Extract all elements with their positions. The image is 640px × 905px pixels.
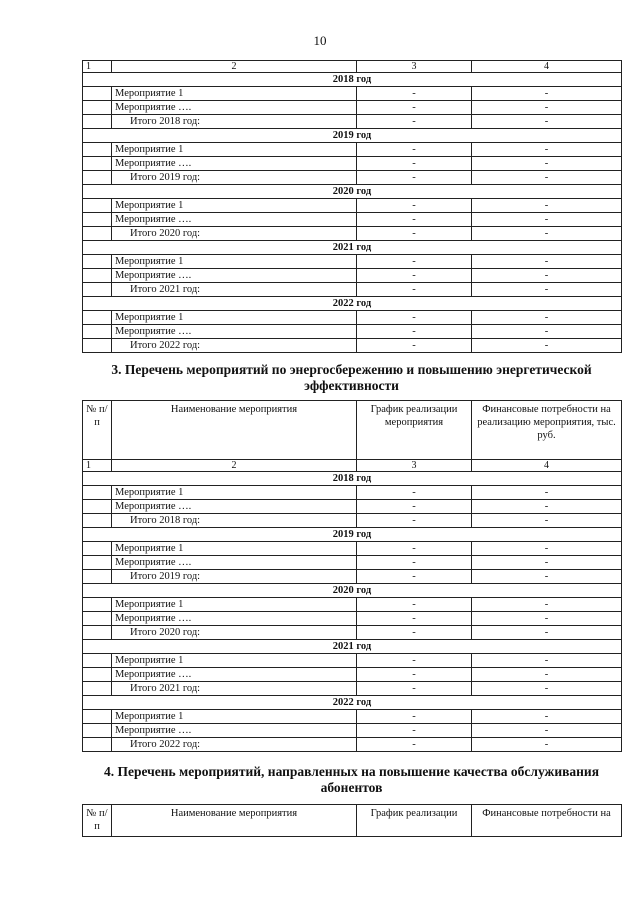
schedule-cell: - <box>357 542 472 556</box>
schedule-cell: - <box>357 570 472 584</box>
header-number: № п/п <box>83 805 112 837</box>
finance-cell: - <box>472 283 622 297</box>
column-number: 2 <box>112 460 357 472</box>
table-row <box>83 339 622 353</box>
row-number-cell <box>83 654 112 668</box>
finance-cell: - <box>472 339 622 353</box>
total-label: Итого 2021 год: <box>112 682 357 696</box>
table-row <box>83 626 622 640</box>
total-label: Итого 2018 год: <box>112 115 357 129</box>
activity-name: Мероприятие …. <box>112 269 357 283</box>
year-row <box>83 185 622 199</box>
year-label: 2020 год <box>83 185 622 199</box>
activity-name: Мероприятие 1 <box>112 710 357 724</box>
schedule-cell: - <box>357 682 472 696</box>
row-number-cell <box>83 269 112 283</box>
row-number-cell <box>83 724 112 738</box>
year-label: 2019 год <box>83 129 622 143</box>
table-row <box>83 542 622 556</box>
row-number-cell <box>83 738 112 752</box>
activity-name: Мероприятие …. <box>112 556 357 570</box>
row-number-cell <box>83 556 112 570</box>
year-label: 2020 год <box>83 584 622 598</box>
year-row <box>83 129 622 143</box>
schedule-cell: - <box>357 668 472 682</box>
total-label: Итого 2019 год: <box>112 570 357 584</box>
finance-cell: - <box>472 738 622 752</box>
year-label: 2018 год <box>83 73 622 87</box>
year-row <box>83 241 622 255</box>
row-number-cell <box>83 682 112 696</box>
finance-cell: - <box>472 654 622 668</box>
activity-name: Мероприятие …. <box>112 612 357 626</box>
total-label: Итого 2019 год: <box>112 171 357 185</box>
column-number: 3 <box>357 61 472 73</box>
row-number-cell <box>83 213 112 227</box>
table-header-row <box>83 805 622 837</box>
finance-cell: - <box>472 227 622 241</box>
column-number: 2 <box>112 61 357 73</box>
activity-name: Мероприятие …. <box>112 213 357 227</box>
finance-cell: - <box>472 213 622 227</box>
schedule-cell: - <box>357 325 472 339</box>
section-3-title: 3. Перечень мероприятий по энергосбережению и повышению энергетической эффективности <box>111 362 592 393</box>
activity-name: Мероприятие 1 <box>112 199 357 213</box>
activity-name: Мероприятие 1 <box>112 255 357 269</box>
activity-name: Мероприятие 1 <box>112 143 357 157</box>
table-row <box>83 556 622 570</box>
header-name: Наименование мероприятия <box>112 805 357 837</box>
table-row <box>83 654 622 668</box>
activity-name: Мероприятие …. <box>112 724 357 738</box>
activity-name: Мероприятие 1 <box>112 486 357 500</box>
table-row <box>83 570 622 584</box>
row-number-cell <box>83 227 112 241</box>
finance-cell: - <box>472 255 622 269</box>
row-number-cell <box>83 542 112 556</box>
finance-cell: - <box>472 668 622 682</box>
table-row <box>83 710 622 724</box>
activity-name: Мероприятие 1 <box>112 598 357 612</box>
activity-name: Мероприятие …. <box>112 157 357 171</box>
row-number-cell <box>83 171 112 185</box>
total-label: Итого 2022 год: <box>112 339 357 353</box>
schedule-cell: - <box>357 311 472 325</box>
table-row <box>83 500 622 514</box>
year-label: 2018 год <box>83 472 622 486</box>
total-label: Итого 2021 год: <box>112 283 357 297</box>
year-row <box>83 472 622 486</box>
year-row <box>83 640 622 654</box>
finance-cell: - <box>472 500 622 514</box>
finance-cell: - <box>472 325 622 339</box>
header-schedule: График реализации мероприятия <box>357 401 472 460</box>
schedule-cell: - <box>357 598 472 612</box>
schedule-cell: - <box>357 255 472 269</box>
table-body <box>83 805 622 837</box>
row-number-cell <box>83 570 112 584</box>
row-number-cell <box>83 598 112 612</box>
year-label: 2022 год <box>83 696 622 710</box>
finance-cell: - <box>472 199 622 213</box>
row-number-cell <box>83 514 112 528</box>
table-row <box>83 325 622 339</box>
row-number-cell <box>83 115 112 129</box>
row-number-cell <box>83 283 112 297</box>
table-row <box>83 115 622 129</box>
year-label: 2019 год <box>83 528 622 542</box>
column-number: 1 <box>83 61 112 73</box>
row-number-cell <box>83 612 112 626</box>
schedule-cell: - <box>357 283 472 297</box>
row-number-cell <box>83 500 112 514</box>
table-row <box>83 227 622 241</box>
row-number-cell <box>83 710 112 724</box>
table-customer-service <box>82 804 622 837</box>
table-header-row <box>83 401 622 460</box>
year-row <box>83 584 622 598</box>
table-row <box>83 269 622 283</box>
finance-cell: - <box>472 682 622 696</box>
column-number: 3 <box>357 460 472 472</box>
header-name: Наименование мероприятия <box>112 401 357 460</box>
finance-cell: - <box>472 598 622 612</box>
row-number-cell <box>83 668 112 682</box>
table-row <box>83 157 622 171</box>
table-row <box>83 724 622 738</box>
header-schedule: График реализации <box>357 805 472 837</box>
finance-cell: - <box>472 171 622 185</box>
table-row <box>83 738 622 752</box>
finance-cell: - <box>472 87 622 101</box>
year-label: 2021 год <box>83 241 622 255</box>
activity-name: Мероприятие …. <box>112 668 357 682</box>
year-row <box>83 528 622 542</box>
activity-name: Мероприятие …. <box>112 325 357 339</box>
schedule-cell: - <box>357 514 472 528</box>
row-number-cell <box>83 339 112 353</box>
schedule-cell: - <box>357 724 472 738</box>
schedule-cell: - <box>357 199 472 213</box>
finance-cell: - <box>472 542 622 556</box>
table-row <box>83 87 622 101</box>
table-row <box>83 612 622 626</box>
total-label: Итого 2022 год: <box>112 738 357 752</box>
table-row <box>83 283 622 297</box>
row-number-cell <box>83 143 112 157</box>
schedule-cell: - <box>357 500 472 514</box>
finance-cell: - <box>472 486 622 500</box>
total-label: Итого 2020 год: <box>112 227 357 241</box>
schedule-cell: - <box>357 213 472 227</box>
table-row <box>83 199 622 213</box>
finance-cell: - <box>472 269 622 283</box>
schedule-cell: - <box>357 269 472 283</box>
finance-cell: - <box>472 612 622 626</box>
schedule-cell: - <box>357 738 472 752</box>
schedule-cell: - <box>357 626 472 640</box>
row-number-cell <box>83 325 112 339</box>
schedule-cell: - <box>357 115 472 129</box>
table-row <box>83 514 622 528</box>
column-number: 4 <box>472 460 622 472</box>
schedule-cell: - <box>357 556 472 570</box>
header-number: № п/п <box>83 401 112 460</box>
finance-cell: - <box>472 724 622 738</box>
page-number: 10 <box>313 33 327 48</box>
table-row <box>83 213 622 227</box>
activity-name: Мероприятие …. <box>112 101 357 115</box>
total-label: Итого 2020 год: <box>112 626 357 640</box>
schedule-cell: - <box>357 227 472 241</box>
table-row <box>83 171 622 185</box>
column-number-row <box>83 460 622 472</box>
row-number-cell <box>83 255 112 269</box>
row-number-cell <box>83 157 112 171</box>
column-number: 4 <box>472 61 622 73</box>
schedule-cell: - <box>357 654 472 668</box>
schedule-cell: - <box>357 612 472 626</box>
total-label: Итого 2018 год: <box>112 514 357 528</box>
finance-cell: - <box>472 710 622 724</box>
row-number-cell <box>83 87 112 101</box>
activity-name: Мероприятие 1 <box>112 87 357 101</box>
schedule-cell: - <box>357 157 472 171</box>
table-row <box>83 668 622 682</box>
year-row <box>83 696 622 710</box>
table-row <box>83 255 622 269</box>
table-body <box>83 61 622 353</box>
row-number-cell <box>83 311 112 325</box>
table-row <box>83 598 622 612</box>
year-label: 2021 год <box>83 640 622 654</box>
finance-cell: - <box>472 157 622 171</box>
table-row <box>83 682 622 696</box>
activity-name: Мероприятие 1 <box>112 654 357 668</box>
table-body <box>83 401 622 752</box>
finance-cell: - <box>472 626 622 640</box>
schedule-cell: - <box>357 486 472 500</box>
table-row <box>83 101 622 115</box>
finance-cell: - <box>472 143 622 157</box>
schedule-cell: - <box>357 171 472 185</box>
year-label: 2022 год <box>83 297 622 311</box>
header-finance: Финансовые потребности на <box>472 805 622 837</box>
schedule-cell: - <box>357 143 472 157</box>
row-number-cell <box>83 199 112 213</box>
row-number-cell <box>83 101 112 115</box>
table-energy-saving <box>82 400 622 752</box>
table-row <box>83 486 622 500</box>
section-4-title: 4. Перечень мероприятий, направленных на повышение качества обслуживания абонентов <box>103 764 600 795</box>
finance-cell: - <box>472 311 622 325</box>
row-number-cell <box>83 626 112 640</box>
schedule-cell: - <box>357 101 472 115</box>
finance-cell: - <box>472 556 622 570</box>
table-row <box>83 143 622 157</box>
finance-cell: - <box>472 115 622 129</box>
activity-name: Мероприятие …. <box>112 500 357 514</box>
table-continued <box>82 60 622 353</box>
row-number-cell <box>83 486 112 500</box>
schedule-cell: - <box>357 339 472 353</box>
finance-cell: - <box>472 101 622 115</box>
activity-name: Мероприятие 1 <box>112 542 357 556</box>
finance-cell: - <box>472 514 622 528</box>
schedule-cell: - <box>357 710 472 724</box>
activity-name: Мероприятие 1 <box>112 311 357 325</box>
column-number-row <box>83 61 622 73</box>
schedule-cell: - <box>357 87 472 101</box>
header-finance: Финансовые потребности на реализацию мероприятия, тыс. руб. <box>472 401 622 460</box>
year-row <box>83 297 622 311</box>
column-number: 1 <box>83 460 112 472</box>
year-row <box>83 73 622 87</box>
finance-cell: - <box>472 570 622 584</box>
table-row <box>83 311 622 325</box>
